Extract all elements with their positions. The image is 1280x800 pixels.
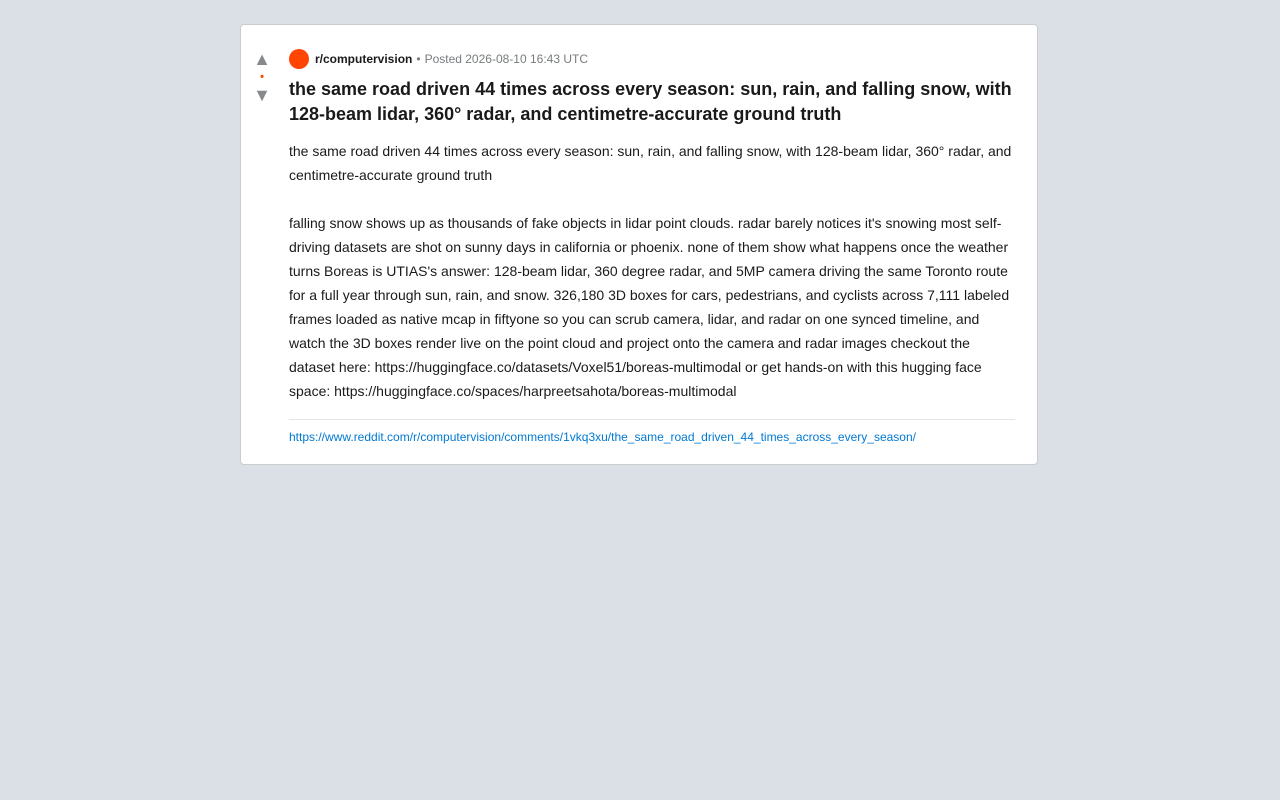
vote-column (251, 49, 273, 105)
subreddit-link[interactable]: r/computervision (315, 52, 413, 66)
post-content (289, 49, 1015, 444)
subreddit-avatar[interactable] (289, 49, 309, 69)
post-card (240, 24, 1038, 465)
post-timestamp: Posted 2026-08-10 16:43 UTC (424, 52, 588, 66)
post-body (289, 139, 1015, 403)
post-title[interactable]: the same road driven 44 times across every season: sun, rain, and falling snow, with 128-beam lidar, 360° radar, and centimetre-accurate ground truth (289, 79, 1012, 124)
downvote-icon[interactable]: ▼ (253, 85, 271, 105)
post-meta (289, 49, 1015, 69)
vote-score: • (260, 71, 264, 83)
meta-separator: • (416, 52, 421, 66)
post-body-paragraph: the same road driven 44 times across every season: sun, rain, and falling snow, with 128-beam lidar, 360° radar, and centimetre-accurate ground truth (289, 143, 1012, 183)
divider (289, 419, 1015, 420)
post-body-paragraph: falling snow shows up as thousands of fake objects in lidar point clouds. radar barely notices it's snowing most self-driving datasets are shot on sunny days in california or phoenix. none of them show what happens once the weather turns Boreas is UTIAS's answer: 128-beam lidar, 360 degree radar, and 5MP camera driving the same Toronto route for a full year through sun, rain, and snow. 326,180 3D boxes for cars, pedestrians, and cyclists across 7,111 labeled frames loaded as native mcap in fiftyone so you can scrub camera, lidar, and radar on one synced timeline, and watch the 3D boxes render live on the point cloud and project onto the camera and radar images checkout the dataset here: https://huggingface.co/datasets/Voxel51/boreas-multimodal or get hands-on with this hugging face space: https://huggingface.co/spaces/harpreetsahota/boreas-multimodal (289, 215, 1010, 399)
permalink[interactable]: https://www.reddit.com/r/computervision/comments/1vkq3xu/the_same_road_driven_44_times_across_every_season/ (289, 430, 916, 444)
upvote-icon[interactable]: ▲ (253, 49, 271, 69)
